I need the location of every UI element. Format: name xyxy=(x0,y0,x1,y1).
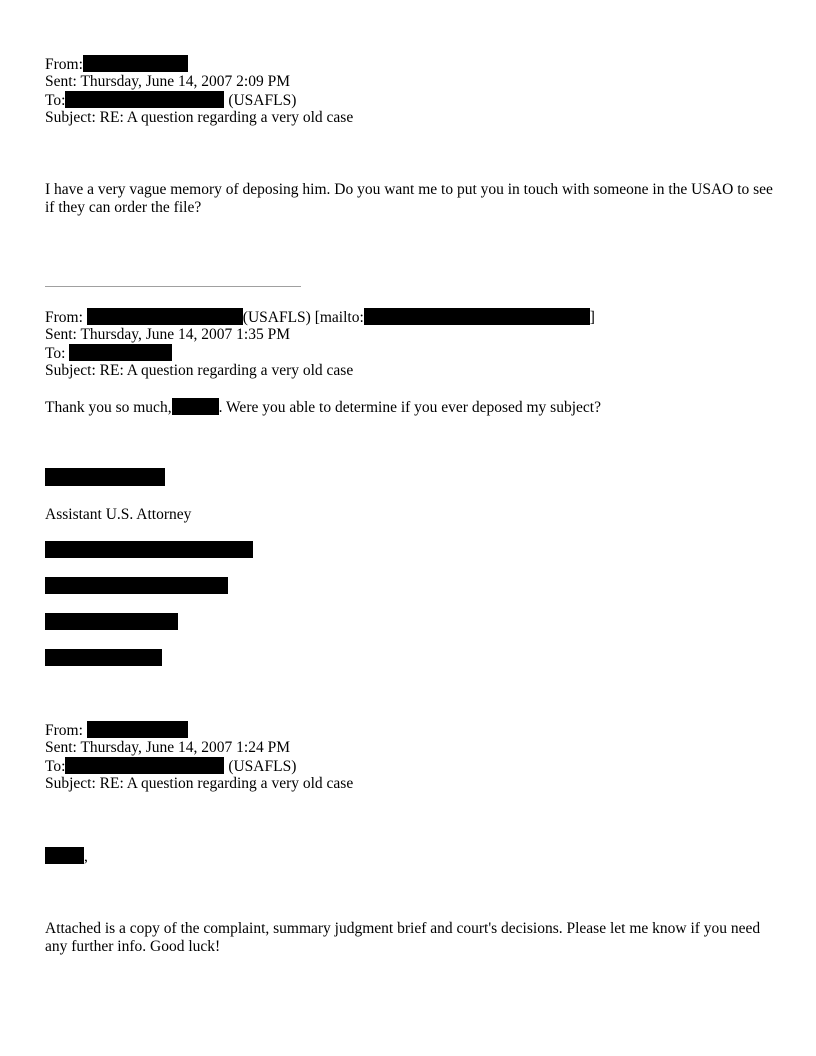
email1-body: I have a very vague memory of deposing him. Do you want me to put you in touch with someone in the USAO to see if they can order the file? xyxy=(45,181,773,216)
email1-subject-line: Subject: RE: A question regarding a very old case xyxy=(45,109,354,126)
redaction-block xyxy=(87,721,188,738)
to-org: (USAFLS) xyxy=(224,92,297,109)
email2-to-line xyxy=(45,344,172,363)
redaction-block xyxy=(83,55,188,72)
email2-body xyxy=(45,398,601,417)
to-label: To: xyxy=(45,92,66,109)
to-label: To: xyxy=(45,345,66,362)
body-prefix: Thank you so much, xyxy=(45,399,172,416)
email2-subject-line: Subject: RE: A question regarding a very old case xyxy=(45,362,354,379)
signature-line-redaction xyxy=(45,541,253,558)
redaction-block xyxy=(65,91,224,108)
to-org: (USAFLS) xyxy=(224,758,297,775)
redaction-block xyxy=(65,757,224,774)
email3-subject-line: Subject: RE: A question regarding a very old case xyxy=(45,775,354,792)
signature-line-redaction xyxy=(45,577,228,594)
redaction-block xyxy=(87,308,243,325)
email3-sent-line: Sent: Thursday, June 14, 2007 1:24 PM xyxy=(45,739,290,756)
email2-from-line xyxy=(45,308,595,327)
email3-from-line xyxy=(45,721,188,740)
email3-greeting xyxy=(45,847,88,866)
body-suffix: . Were you able to determine if you ever deposed my subject? xyxy=(218,399,601,416)
signature-title: Assistant U.S. Attorney xyxy=(45,506,192,523)
to-label: To: xyxy=(45,758,66,775)
from-label: From: xyxy=(45,722,83,739)
from-end: ] xyxy=(589,309,595,326)
email1-to-line xyxy=(45,91,296,110)
redaction-block xyxy=(364,308,590,325)
from-label: From: xyxy=(45,309,83,326)
greeting-comma: , xyxy=(84,848,88,865)
email3-body: Attached is a copy of the complaint, summary judgment brief and court's decisions. Please let me know if you need any further info. Good luck! xyxy=(45,920,761,955)
redaction-block xyxy=(172,398,219,415)
signature-name-redaction xyxy=(45,468,165,486)
redaction-block xyxy=(45,847,84,864)
email3-to-line xyxy=(45,757,296,776)
email1-sent-line: Sent: Thursday, June 14, 2007 2:09 PM xyxy=(45,73,290,90)
from-org: (USAFLS) [mailto: xyxy=(242,309,364,326)
email1-from-line xyxy=(45,55,188,74)
signature-line-redaction xyxy=(45,649,162,666)
redaction-block xyxy=(69,344,172,361)
signature-line-redaction xyxy=(45,613,178,630)
email2-sent-line: Sent: Thursday, June 14, 2007 1:35 PM xyxy=(45,326,290,343)
message-divider xyxy=(45,286,301,287)
from-label: From: xyxy=(45,56,83,73)
